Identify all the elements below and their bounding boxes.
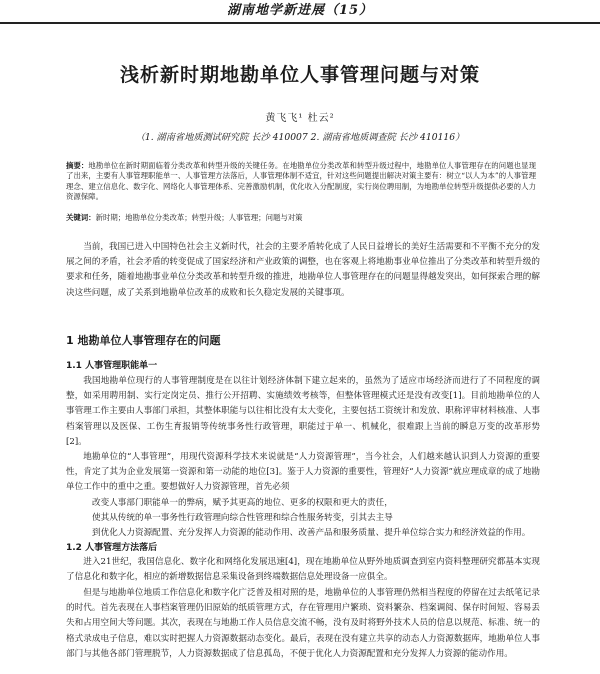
subsection-1-1-heading: 1.1 人事管理职能单一: [66, 361, 158, 371]
article-title: 浅析新时期地勘单位人事管理问题与对策: [119, 64, 480, 86]
subsection-1-1-paragraph-2: 地勘单位的“人事管理”，用现代资源科学技术来说就是“人力资源管理”，当今社会，人们越来越认识到人力资源的重要性，肯定了其为企业发展第一资源和第一动能的地位[3]。鉴于人力资源的重要性，管理好“人力资源”就应理成章的成了地勘单位工作中的重中之重。要想做好人力资源管理，首先必须: [66, 452, 540, 493]
keywords: [66, 213, 536, 223]
abstract-text: 地勘单位在新时期面临着分类改革和转型升级的关键任务。在地勘单位分类改革和转型升级过程中，地勘单位人事管理存在的问题也显现了出来，主要有人事管理职能单一、人事管理方法落后，人事管理体制不适宜，针对这些问题提出解决对策主要有：树立“以人为本”的人事管理理念、建立信息化、数字化、网络化人事管理体系、完善激励机制，优化收入分配制度，实行岗位聘用制，为地勘单位转型升级提供必要的人力资源保障。: [66, 161, 536, 202]
abstract-label: 摘要：: [66, 161, 89, 170]
list-item: 到优化人力资源配置、充分发挥人力资源的能动作用、改善产品和服务质量、提升单位综合实力和经济效益的作用。: [92, 528, 531, 538]
list-item: 改变人事部门职能单一的弊病，赋予其更高的地位、更多的权限和更大的责任，: [92, 498, 393, 508]
subsection-1-2-paragraph-1: 进入21世纪，我国信息化、数字化和网络化发展迅速[4]，现在地勘单位从野外地质调查到室内资料整理研究都基本实现了信息化和数字化，相应的新增数据信息采集设备到终端数据信息处理设备一应俱全。: [66, 557, 540, 583]
list-item: 使其从传统的单一事务性行政管理向综合性管理和综合性服务转变，引其去主导: [92, 513, 393, 523]
keywords-text: 新时期；地勘单位分类改革；转型升级；人事管理；问题与对策: [95, 213, 303, 222]
subsection-1-2-paragraph-2: 但是与地勘单位地质工作信息化和数字化广泛普及相对照的是，地勘单位的人事管理仍然相当程度的停留在过去纸笔记录的时代。首先表现在人事档案管理仍旧原始的纸质管理方式，存在管理用户繁琐、资料繁杂、档案调阅、保存时间短、容易丢失和占用空间大等问题。其次，表现在与地勘工作人员信息交流不畅，没有及时将野外技术人员的信息以规范、标准、统一的格式录成电子信息，难以实时把握人力资源数据动态变化。最后，表现在没有建立共享的动态人力资源数据库，地勘单位人事部门与其他各部门管理脱节，人力资源数据成了信息孤岛，不便于优化人力资源配置和充分发挥人力资源的能动作用。: [66, 588, 540, 659]
section-1-heading: 1 地勘单位人事管理存在的问题: [66, 334, 221, 347]
abstract: [66, 161, 536, 203]
keywords-label: 关键词：: [66, 213, 96, 222]
running-head: 湖南地学新进展（15）: [0, 0, 600, 24]
subsection-1-1-paragraph-1: 我国地勘单位现行的人事管理制度是在以往计划经济体制下建立起来的，虽然为了适应市场经济而进行了不同程度的调整，如采用聘用制、实行定岗定员、推行公开招聘、实施绩效考核等，但整体管理模式还是没有改变[1]。目前地勘单位的人事管理工作主要由人事部门承担，其整体职能与以往相比没有太大变化，主要包括工资统计和发放、职称评审材料核准、人事档案管理以及医保、工伤生育报销等传统事务性行政管理，职能过于单一、机械化，很难跟上当前的瞬息万变的改革形势[2]。: [66, 376, 540, 447]
article-authors: 黄飞飞¹ 杜云²: [265, 113, 335, 124]
intro-paragraph: 当前，我国已进入中国特色社会主义新时代，社会的主要矛盾转化成了人民日益增长的美好生活需要和不平衡不充分的发展之间的矛盾，社会矛盾的转变促成了国家经济和产业政策的调整，也在客观上将地勘事业单位推出了分类改革和转型升级的要求和任务，随着地勘事业单位分类改革和转型升级的推进，地勘单位人事管理存在的问题显得越发突出，如何探索合理的解决这些问题，成了关系到地勘单位改革的成败和长久稳定发展的关键事项。: [66, 242, 540, 298]
article-affiliations: （1. 湖南省地质测试研究院 长沙 410007 2. 湖南省地质调查院 长沙 410116）: [135, 132, 465, 143]
subsection-1-2-heading: 1.2 人事管理方法落后: [66, 543, 158, 553]
